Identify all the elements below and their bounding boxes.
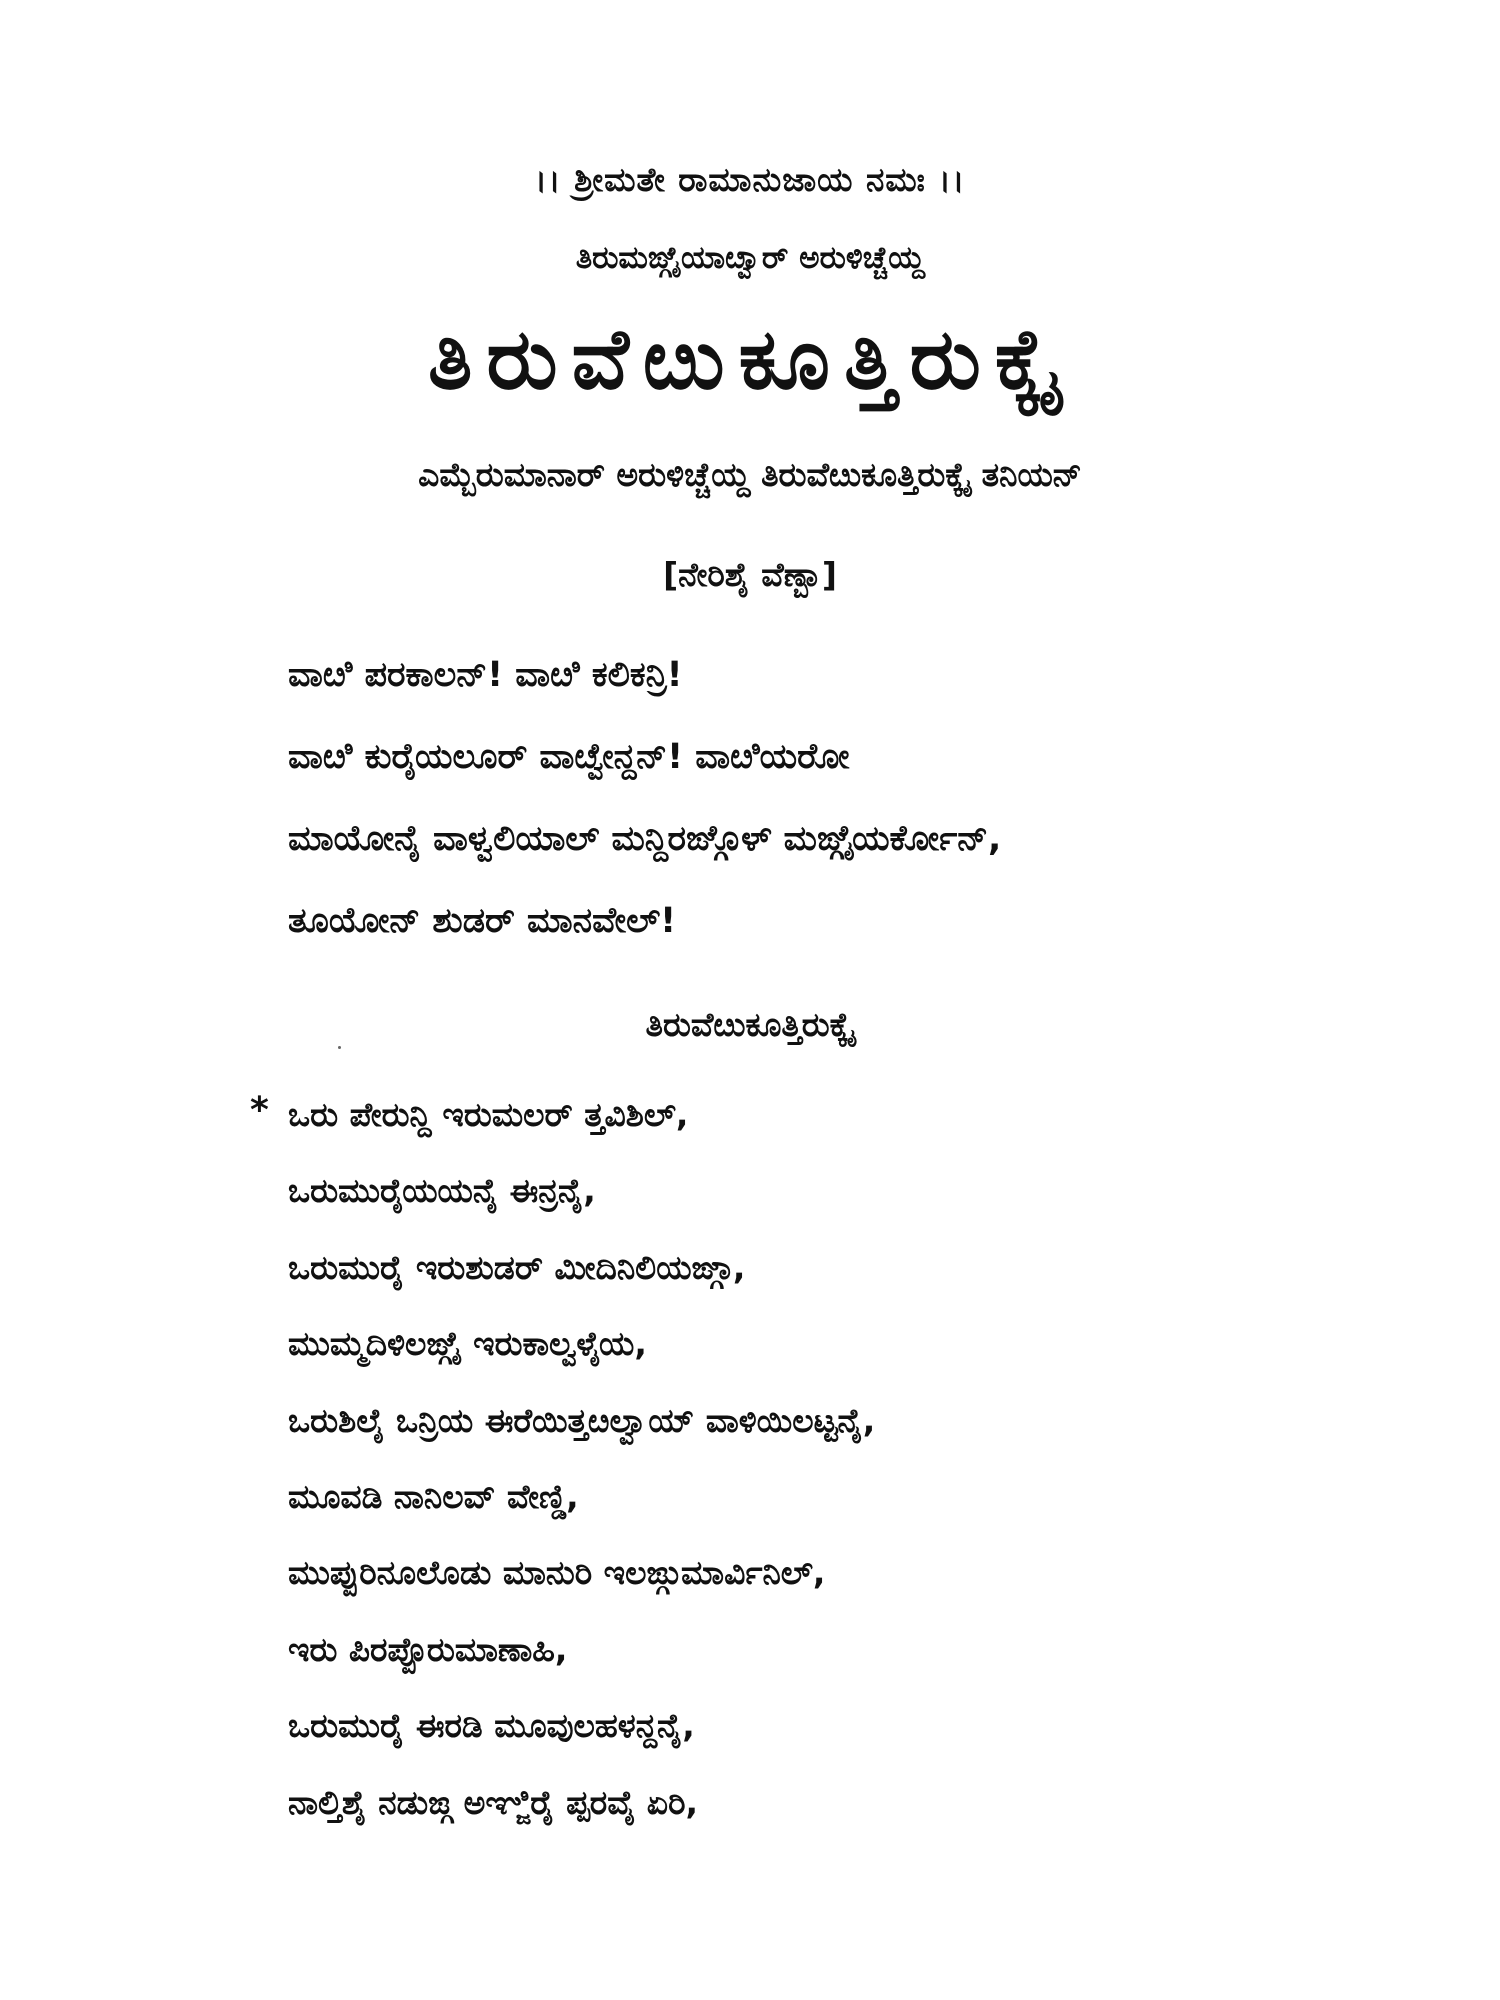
invocation-line: ।। ಶ್ರೀಮತೇ ರಾಮಾನುಜಾಯ ನಮಃ ।। bbox=[534, 160, 966, 199]
verse-line-text: ಒರು ಪೇರುನ್ದಿ ಇರುಮಲರ್ ತ್ತವಿಶಿಲ್, bbox=[288, 1095, 689, 1134]
taniyan-heading: ಎಮ್ಬೆರುಮಾನಾರ್ ಅರುಳಿಚ್ಚೆಯ್ದ ತಿರುವೆೞುಕೂತ್ತಿರುಕ್ಕೈ ತನಿಯನ್ bbox=[418, 455, 1082, 494]
verse-line bbox=[250, 1090, 875, 1166]
verse-line: ಮಾಯೋನೈ ವಾಳ್ವಲಿಯಾಲ್ ಮನ್ದಿರಙ್ಗೊಳ್ ಮಙ್ಗೈಯರ್ಕೋನ್, bbox=[288, 819, 1002, 859]
verse-line: ಮುಮ್ಮದಿಳಿಲಙ್ಗೈ ಇರುಕಾಲ್ವಳೈಯ, bbox=[288, 1324, 647, 1364]
poem-verse bbox=[250, 1090, 876, 1854]
verse-line: ಒರುಶಿಲೈ ಒನ್ರಿಯ ಈರೆಯಿತ್ತೞಲ್ವಾಯ್ ವಾಳಿಯಿಲಟ್ಟನೈ, bbox=[288, 1400, 876, 1440]
verse-line: ಒರುಮುರೈ ಈರಡಿ ಮೂವುಲಹಳನ್ದನೈ, bbox=[288, 1706, 695, 1746]
verse-line: ಒರುಮುರೈಯಯನೈ ಈನ್ರನೈ, bbox=[288, 1171, 596, 1211]
verse-line: ವಾೞಿ ಪರಕಾಲನ್! ವಾೞಿ ಕಲಿಕನ್ರಿ! bbox=[288, 655, 683, 695]
verse-marker: * bbox=[250, 1090, 269, 1131]
verse-line: ವಾೞಿ ಕುರೈಯಲೂರ್ ವಾೞ್ವೇನ್ದನ್! ವಾೞಿಯರೋ bbox=[288, 737, 850, 777]
page-title: ತಿರುವೆೞುಕೂತ್ತಿರುಕ್ಕೈ bbox=[427, 310, 1073, 408]
verse-line: ನಾಲ್ತಿಶೈ ನಡುಙ್ಗ ಅಞ್ಜಿರೈ ಪ್ಪರವೈ ಏರಿ, bbox=[288, 1782, 699, 1822]
verse-line: ತೂಯೋನ್ ಶುಡರ್ ಮಾನವೇಲ್! bbox=[288, 901, 677, 941]
scan-speck bbox=[338, 1046, 341, 1049]
composer-attribution: ತಿರುಮಙ್ಗೈಯಾೞ್ವಾರ್ ಅರುಳಿಚ್ಚೆಯ್ದ bbox=[575, 240, 925, 276]
taniyan-verse bbox=[288, 650, 1001, 978]
meter-label: [ನೇರಿಶೈ ವೆಣ್ಬಾ] bbox=[663, 555, 837, 594]
section-title: ತಿರುವೆೞುಕೂತ್ತಿರುಕ್ಕೈ bbox=[645, 1005, 855, 1044]
verse-line: ಮುಪ್ಪುರಿನೂಲೊಡು ಮಾನುರಿ ಇಲಙ್ಗುಮಾರ್ವಿನಿಲ್, bbox=[288, 1553, 826, 1593]
verse-line: ಒರುಮುರೈ ಇರುಶುಡರ್ ಮೀದಿನಿಲಿಯಙ್ಗಾ, bbox=[288, 1247, 746, 1287]
verse-line: ಇರು ಪಿರಪ್ಪೊರುಮಾಣಾಹಿ, bbox=[288, 1629, 568, 1669]
verse-line: ಮೂವಡಿ ನಾನಿಲವ್ ವೇಣ್ಡಿ, bbox=[288, 1476, 579, 1516]
